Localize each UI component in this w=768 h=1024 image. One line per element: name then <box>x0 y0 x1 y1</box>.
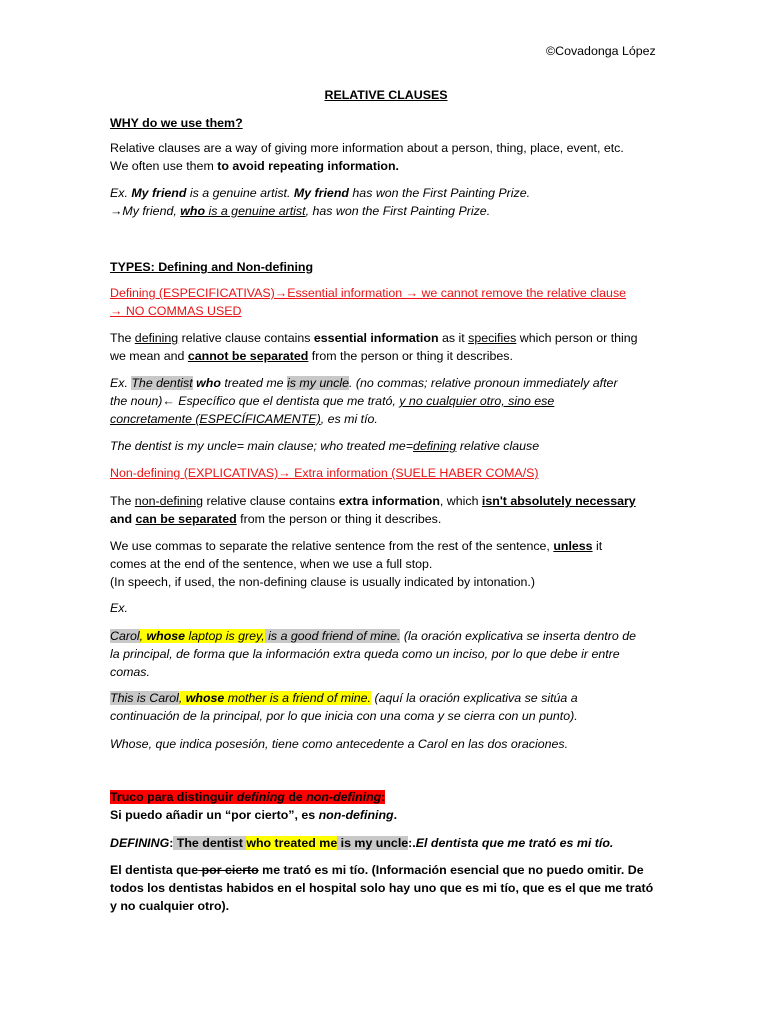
d8: we mean and <box>110 349 188 363</box>
defining-trick-example <box>110 834 662 852</box>
defining-no-commas: → NO COMMAS USED <box>110 304 242 318</box>
ex2-text-2: , has won the First Painting Prize. <box>305 204 491 218</box>
ex2-text-1: My friend, <box>122 204 181 218</box>
defining-heading <box>110 284 662 320</box>
e1: Ex. <box>110 376 132 390</box>
el5: y no cualquier otro). <box>110 899 230 913</box>
ex2-who: who <box>180 204 206 218</box>
this1: This is Carol <box>110 691 179 705</box>
carol8: comas. <box>110 665 150 679</box>
t3: de <box>284 790 307 804</box>
d1: The <box>110 331 135 345</box>
why-example <box>110 184 662 220</box>
nd4: extra information <box>338 494 440 508</box>
this5: (aquí la oración explicativa se sitúa a <box>371 691 578 705</box>
t2: defining <box>236 790 285 804</box>
nd9: from the person or thing it describes. <box>236 512 442 526</box>
m3: relative clause <box>456 439 540 453</box>
nd6: isn't absolutely necessary <box>481 494 636 508</box>
this2: , <box>178 691 186 705</box>
d2: defining <box>134 331 179 345</box>
arrow-icon: → <box>110 204 123 218</box>
commas-paragraph <box>110 537 662 591</box>
ex-prefix: Ex. <box>110 186 132 200</box>
d5: as it <box>438 331 469 345</box>
types-heading <box>110 258 662 276</box>
nd1: The <box>110 494 135 508</box>
e10: y no cualquier otro, sino ese <box>399 394 555 408</box>
m2: defining <box>413 439 457 453</box>
carol-example <box>110 627 662 681</box>
d7: which person or thing <box>516 331 638 345</box>
nd2: non-defining <box>134 494 203 508</box>
this6: continuación de la principal, por lo que inicia con una coma y se cierra con un punto). <box>110 709 578 723</box>
defining-description <box>110 329 662 365</box>
c2: unless <box>553 539 593 553</box>
carol3: whose <box>146 629 186 643</box>
carol6: (la oración explicativa se inserta dentro de <box>400 629 636 643</box>
e7: the noun) <box>110 394 163 408</box>
ex-my-friend-2: My friend <box>293 186 349 200</box>
nondefining-label: Non-defining <box>110 466 181 480</box>
carol2: , <box>139 629 147 643</box>
df3: The dentist <box>173 836 247 850</box>
d10: from the person or thing it describes. <box>308 349 513 363</box>
nd8: can be separated <box>135 512 237 526</box>
trick-heading <box>110 788 662 824</box>
c4: comes at the end of the sentence, when we use a full stop. <box>110 557 433 571</box>
nondefining-description <box>110 492 662 528</box>
nd3: relative clause contains <box>203 494 339 508</box>
defining-example <box>110 374 662 428</box>
df1: DEFINING <box>110 836 170 850</box>
whose-note: Whose, que indica posesión, tiene como antecedente a Carol en las dos oraciones. <box>110 737 569 751</box>
df7: El dentista que me trató es mi tío. <box>415 836 614 850</box>
e2: The dentist <box>131 376 193 390</box>
c5: (In speech, if used, the non-defining clause is usually indicated by intonation.) <box>110 575 535 589</box>
ex-text-2: has won the First Painting Prize. <box>348 186 531 200</box>
el4: todos los dentistas habidos en el hospital solo hay uno que es mi tío, que es el que me trató <box>110 881 654 895</box>
defining-heading-rest: (ESPECIFICATIVAS)→Essential information → we cannot remove the relative clause <box>155 286 627 300</box>
el3: me trató es mi tío. (Información esencial que no puedo omitir. De <box>258 863 644 877</box>
e3: who <box>192 376 221 390</box>
d4: essential information <box>313 331 439 345</box>
nd7: and <box>110 512 136 526</box>
ex-text-1: is a genuine artist. <box>186 186 294 200</box>
this-is-carol-example <box>110 689 662 725</box>
page-title: RELATIVE CLAUSES <box>324 88 448 102</box>
el2: por cierto <box>198 863 259 877</box>
t1: Truco para distinguir <box>110 790 237 804</box>
trick-heading-box <box>110 790 385 804</box>
e5: is my uncle <box>287 376 349 390</box>
t4: non-defining <box>306 790 382 804</box>
c1: We use commas to separate the relative sentence from the rest of the sentence, <box>110 539 554 553</box>
defining-main-clause <box>110 437 662 455</box>
nondefining-heading <box>110 464 662 482</box>
t5: : <box>381 790 386 804</box>
e6: . (no commas; relative pronoun immediately after <box>349 376 618 390</box>
arrow-left-icon: ← <box>162 394 175 408</box>
carol1: Carol <box>110 629 140 643</box>
s3: . <box>393 808 398 822</box>
e9: Específico que el dentista que me trató, <box>174 394 400 408</box>
d9: cannot be separated <box>187 349 309 363</box>
s1: Si puedo añadir un “por cierto”, es <box>110 808 319 822</box>
e12: , es mi tío. <box>320 412 378 426</box>
df2: : <box>169 836 174 850</box>
dentist-explanation <box>110 861 662 915</box>
why-line-1: Relative clauses are a way of giving more information about a person, thing, place, event, etc. <box>110 141 624 155</box>
c3: it <box>592 539 603 553</box>
ex-my-friend-1: My friend <box>131 186 187 200</box>
copyright: ©Covadonga López <box>546 44 656 58</box>
m1: The dentist is my uncle= main clause; who treated me= <box>110 439 414 453</box>
ex-label: Ex. <box>110 601 128 615</box>
el1: El dentista que <box>110 863 199 877</box>
d6: specifies <box>468 331 517 345</box>
s2: non-defining <box>318 808 394 822</box>
defining-label: Defining <box>110 286 156 300</box>
nondefining-heading-rest: (EXPLICATIVAS)→ Extra information (SUELE HABER COMA/S) <box>180 466 539 480</box>
types-heading-text: TYPES: Defining and Non-defining <box>110 260 314 274</box>
df4: who treated me <box>246 836 338 850</box>
this4: mother is a friend of mine. <box>224 691 371 705</box>
carol4: laptop is grey, <box>185 629 265 643</box>
df5: is my uncle <box>337 836 409 850</box>
ex2-clause: is a genuine artist <box>205 204 306 218</box>
e4: treated me <box>220 376 288 390</box>
why-line-2b: to avoid repeating information. <box>213 159 399 173</box>
df6: :. <box>408 836 416 850</box>
d3: relative clause contains <box>178 331 314 345</box>
carol7: la principal, de forma que la información extra queda como un inciso, por lo que debe ir entre <box>110 647 620 661</box>
why-paragraph <box>110 139 662 175</box>
carol5: is a good friend of mine. <box>264 629 401 643</box>
this3: whose <box>185 691 225 705</box>
why-heading: WHY do we use them? <box>110 116 243 130</box>
e11: concretamente (ESPECÍFICAMENTE) <box>110 412 321 426</box>
nd5: , which <box>439 494 482 508</box>
why-line-2a: We often use them <box>110 159 214 173</box>
